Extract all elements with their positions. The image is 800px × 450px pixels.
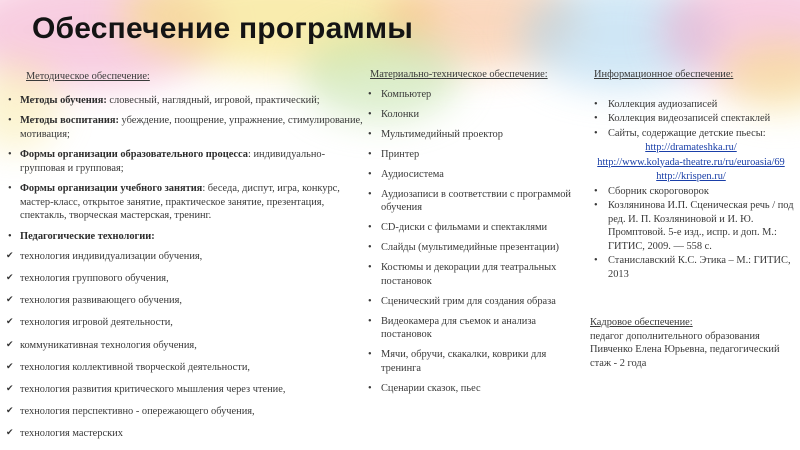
list-item: • Компьютер: [364, 88, 578, 102]
list-item: • Принтер: [364, 148, 578, 162]
list-item: ✔ технология коллективной творческой деятельности,: [6, 361, 368, 375]
info-heading: Информационное обеспечение:: [594, 69, 734, 80]
page-title: Обеспечение программы: [32, 12, 414, 45]
link-dramateshka[interactable]: http://dramateshka.ru/: [645, 142, 737, 154]
list-item: • Сборник скороговорок: [586, 185, 796, 199]
material-list: [364, 88, 578, 396]
list-item: ✔ технология развития критического мышления через чтение,: [6, 383, 368, 397]
material-heading: Материально-техническое обеспечение:: [370, 69, 548, 80]
list-item: • Сайты, содержащие детские пьесы:: [586, 127, 796, 141]
method-paragraph: • Формы организации учебного занятия: беседа, диспут, игра, конкурс, мастер-класс, открытое занятие, практическое занятие, презентация, спектакль, творческая мастерская, тренинг.: [6, 182, 368, 223]
technology-list: [6, 250, 368, 440]
staff-section: [590, 316, 795, 370]
method-paragraph: • Методы воспитания: убеждение, поощрение, упражнение, стимулирование, мотивация;: [6, 114, 368, 141]
info-list-continued: [586, 185, 796, 282]
list-item: • Сценарии сказок, пьес: [364, 382, 578, 396]
list-item: • Станиславский К.С. Этика – М.: ГИТИС, 2013: [586, 254, 796, 281]
list-item: • Мячи, обручи, скакалки, коврики для тренинга: [364, 348, 578, 375]
list-item: ✔ технология развивающего обучения,: [6, 294, 368, 308]
list-item: ✔ технология мастерских: [6, 427, 368, 441]
list-item: • Сценический грим для создания образа: [364, 295, 578, 309]
method-paragraph: • Формы организации образовательного процесса: индивидуально-групповая и групповая;: [6, 148, 368, 175]
info-list: [586, 98, 796, 141]
list-item: ✔ технология перспективно - опережающего обучения,: [6, 405, 368, 419]
method-paragraph: • Методы обучения: словесный, наглядный, игровой, практический;: [6, 94, 368, 108]
list-item: ✔ технология группового обучения,: [6, 272, 368, 286]
list-item: • CD-диски с фильмами и спектаклями: [364, 221, 578, 235]
list-item: • Аудиосистема: [364, 168, 578, 182]
list-item: • Колонки: [364, 108, 578, 122]
list-item: • Видеокамера для съемок и анализа постановок: [364, 315, 578, 342]
method-heading: Методическое обеспечение:: [26, 71, 150, 82]
material-column: [364, 68, 578, 402]
list-item: • Костюмы и декорации для театральных постановок: [364, 261, 578, 288]
info-column: [586, 68, 796, 282]
tech-heading: • Педагогические технологии:: [6, 230, 368, 244]
list-item: • Слайды (мультимедийные презентации): [364, 241, 578, 255]
list-item: ✔ технология игровой деятельности,: [6, 316, 368, 330]
list-item: • Коллекция аудиозаписей: [586, 98, 796, 112]
staff-heading: Кадровое обеспечение:: [590, 317, 693, 328]
method-column: [6, 70, 368, 449]
list-item: ✔ технология индивидуализации обучения,: [6, 250, 368, 264]
list-item: ✔ коммуникативная технология обучения,: [6, 339, 368, 353]
staff-text: педагог дополнительного образования Пивченко Елена Юрьевна, педагогический стаж - 2 года: [590, 330, 780, 369]
list-item: • Козлянинова И.П. Сценическая речь / под ред. И. П. Козляниновой и И. Ю. Промптовой. 5-е изд., испр. и доп. М.: ГИТИС, 2009. — 558 с.: [586, 199, 796, 253]
list-item: • Коллекция видеозаписей спектаклей: [586, 112, 796, 126]
list-item: • Мультимедийный проектор: [364, 128, 578, 142]
link-krispen[interactable]: http://krispen.ru/: [656, 171, 726, 183]
list-item: • Аудиозаписи в соответствии с программой обучения: [364, 188, 578, 215]
link-kolyada-theatre[interactable]: http://www.kolyada-theatre.ru/ru/euroasia/69: [597, 156, 785, 168]
